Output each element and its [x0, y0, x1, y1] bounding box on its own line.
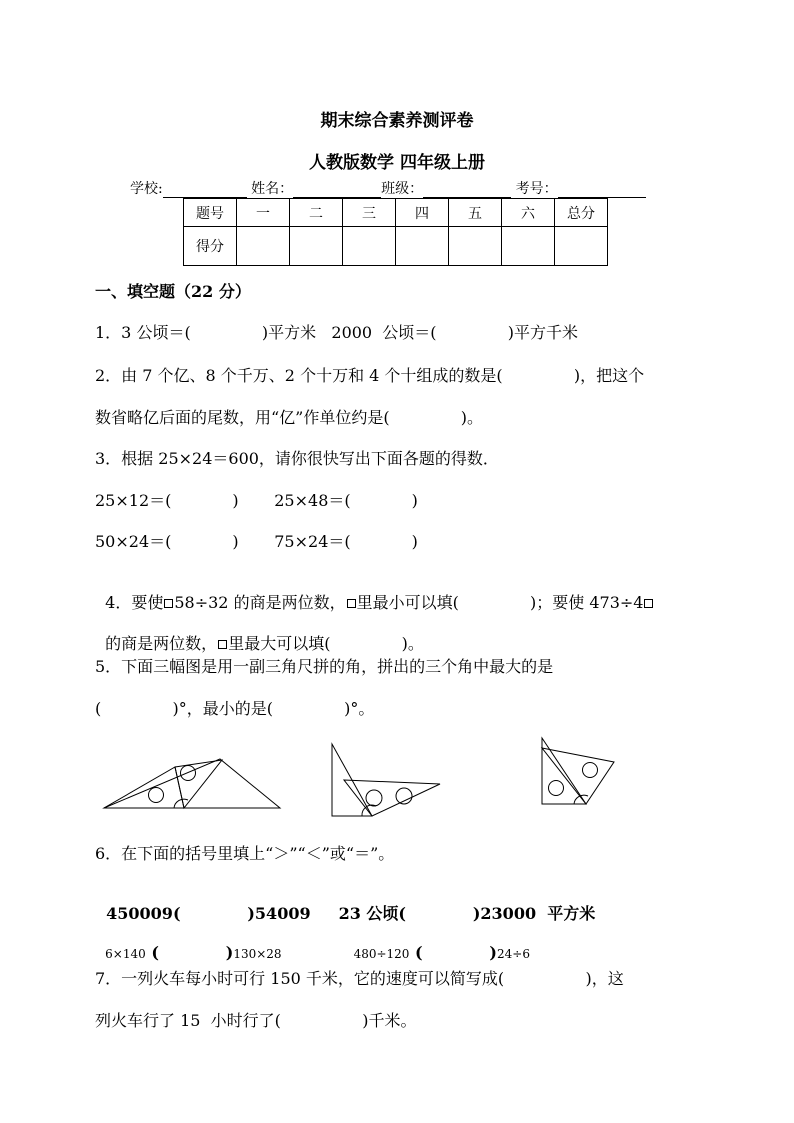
q6-item-2: 23 公顷( )23000 平方米	[338, 904, 596, 923]
question-7-line-1: 7．一列火车每小时可行 150 千米，它的速度可以简写成( )，这	[95, 969, 624, 988]
q6-expr: 6×140	[105, 947, 146, 961]
page-title: 期末综合素养测评卷	[320, 111, 474, 131]
score-cell[interactable]	[502, 227, 555, 266]
class-field[interactable]	[423, 183, 511, 198]
blank-square-icon	[218, 640, 227, 649]
q4-text: 里最小可以填( )；要使 473÷4	[356, 593, 644, 612]
triangle-figure-1	[100, 755, 230, 815]
school-label: 学校:	[130, 181, 163, 197]
score-table-header-row	[184, 199, 608, 227]
q4-text: 的商是两位数，	[105, 634, 218, 653]
score-header-cell: 题号	[184, 199, 237, 227]
score-header-cell: 四	[396, 199, 449, 227]
question-5-line-2: ( )°，最小的是( )°。	[95, 699, 375, 718]
q6-item-1: 450009( )54009	[106, 904, 311, 923]
score-header-cell: 三	[343, 199, 396, 227]
q6-expr: 130×28	[233, 947, 282, 961]
question-2-line-1: 2．由 7 个亿、8 个千万、2 个十万和 4 个十组成的数是( )，把这个	[95, 366, 645, 385]
class-label: 班级：	[381, 181, 424, 197]
score-table-score-row	[184, 227, 608, 266]
question-5-line-1: 5．下面三幅图是用一副三角尺拼的角，拼出的三个角中最大的是	[95, 657, 554, 676]
score-header-cell: 五	[449, 199, 502, 227]
score-cell[interactable]	[555, 227, 608, 266]
blank-square-icon	[347, 599, 356, 608]
q4-text: 58÷32 的商是两位数，	[174, 593, 346, 612]
question-1: 1．3 公顷＝( )平方米 2000 公顷＝( )平方千米	[95, 323, 578, 342]
score-row-label: 得分	[184, 227, 237, 266]
exam-no-label: 考号：	[515, 181, 558, 197]
score-cell[interactable]	[237, 227, 290, 266]
score-cell[interactable]	[449, 227, 502, 266]
q4-text: 里最大可以填( )。	[228, 634, 424, 653]
triangle-figure-2	[330, 742, 445, 822]
triangle-figure-3	[540, 736, 620, 810]
blank-square-icon	[164, 599, 173, 608]
score-header-cell: 一	[237, 199, 290, 227]
question-6-row-a	[95, 882, 595, 924]
question-3-row-a: 25×12＝( ) 25×48＝( )	[95, 491, 418, 510]
q6-blank: ( )	[145, 943, 234, 962]
section-title: 一、填空题（22 分）	[95, 282, 251, 301]
score-cell[interactable]	[396, 227, 449, 266]
question-3: 3．根据 25×24＝600，请你很快写出下面各题的得数．	[95, 449, 499, 468]
name-label: 姓名：	[251, 181, 294, 197]
name-field[interactable]	[293, 183, 381, 198]
score-cell[interactable]	[290, 227, 343, 266]
score-header-cell: 六	[502, 199, 555, 227]
question-6: 6．在下面的括号里填上“＞”“＜”或“＝”。	[95, 844, 395, 863]
q6-expr: 24÷6	[497, 947, 530, 961]
school-field[interactable]	[163, 183, 247, 198]
question-3-row-b: 50×24＝( ) 75×24＝( )	[95, 532, 418, 551]
score-cell[interactable]	[343, 227, 396, 266]
score-header-cell: 总分	[555, 199, 608, 227]
blank-square-icon	[644, 599, 653, 608]
question-6-row-b	[95, 924, 530, 962]
student-info-row	[130, 178, 646, 198]
page-subtitle: 人教版数学 四年级上册	[309, 153, 485, 173]
q6-blank: ( )	[409, 943, 497, 962]
score-header-cell: 二	[290, 199, 343, 227]
q4-text: 4．要使	[105, 593, 164, 612]
q6-expr: 480÷120	[353, 947, 410, 961]
question-7-line-2: 列火车行了 15 小时行了( )千米。	[95, 1011, 417, 1030]
exam-no-field[interactable]	[558, 183, 646, 198]
question-4-line-1	[95, 571, 654, 613]
score-table	[183, 198, 608, 266]
question-4-line-2	[95, 612, 424, 654]
question-2-line-2: 数省略亿后面的尾数，用“亿”作单位约是( )。	[95, 408, 484, 427]
